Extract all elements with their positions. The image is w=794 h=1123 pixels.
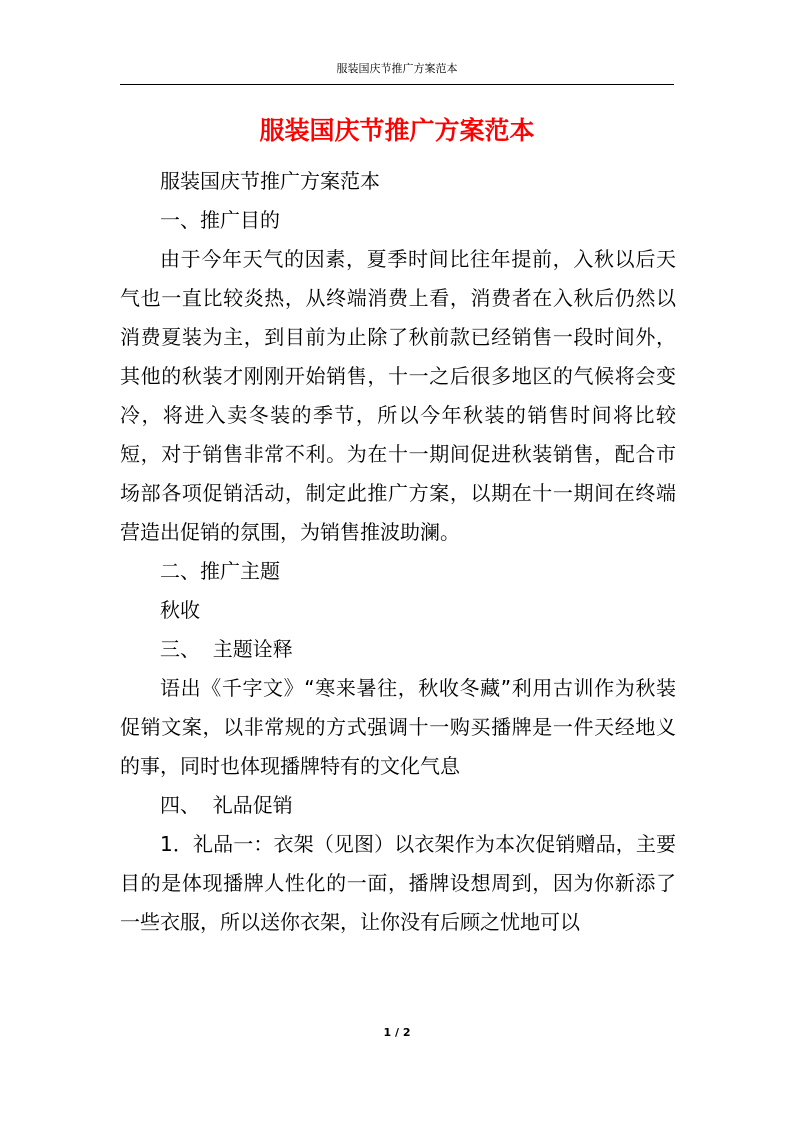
paragraph-subtitle: 服装国庆节推广方案范本 xyxy=(160,169,380,193)
document-title: 服装国庆节推广方案范本 xyxy=(259,116,535,145)
document-body xyxy=(120,162,676,942)
section-heading-2: 二、推广主题 xyxy=(160,559,280,583)
paragraph-gift-1: 1．礼品一：衣架（见图）以衣架作为本次促销赠品，主要目的是体现播牌人性化的一面，播牌设想周到，因为你新添了一些衣服，所以送你衣架，让你没有后顾之忧地可以 xyxy=(120,832,676,934)
section-heading-3: 三、 主题诠释 xyxy=(160,637,293,661)
running-header: 服装国庆节推广方案范本 xyxy=(336,62,458,75)
paragraph-purpose: 由于今年天气的因素，夏季时间比往年提前，入秋以后天气也一直比较炎热，从终端消费上看，消费者在入秋后仍然以消费夏装为主，到目前为止除了秋前款已经销售一段时间外，其他的秋装才刚刚开始销售，十一之后很多地区的气候将会变冷，将进入卖冬装的季节，所以今年秋装的销售时间将比较短，对于销售非常不利。为在十一期间促进秋装销售，配合市场部各项促销活动，制定此推广方案，以期在十一期间在终端营造出促销的氛围，为销售推波助澜。 xyxy=(120,247,676,544)
header-divider xyxy=(120,84,674,85)
section-heading-1: 一、推广目的 xyxy=(160,208,280,232)
section-heading-4: 四、 礼品促销 xyxy=(160,793,293,817)
page-number: 1 / 2 xyxy=(383,1026,411,1039)
paragraph-theme-explanation: 语出《千字文》“寒来暑往，秋收冬藏”利用古训作为秋装促销文案，以非常规的方式强调十一购买播牌是一件天经地义的事，同时也体现播牌特有的文化气息 xyxy=(120,676,676,778)
paragraph-theme: 秋收 xyxy=(160,598,200,622)
